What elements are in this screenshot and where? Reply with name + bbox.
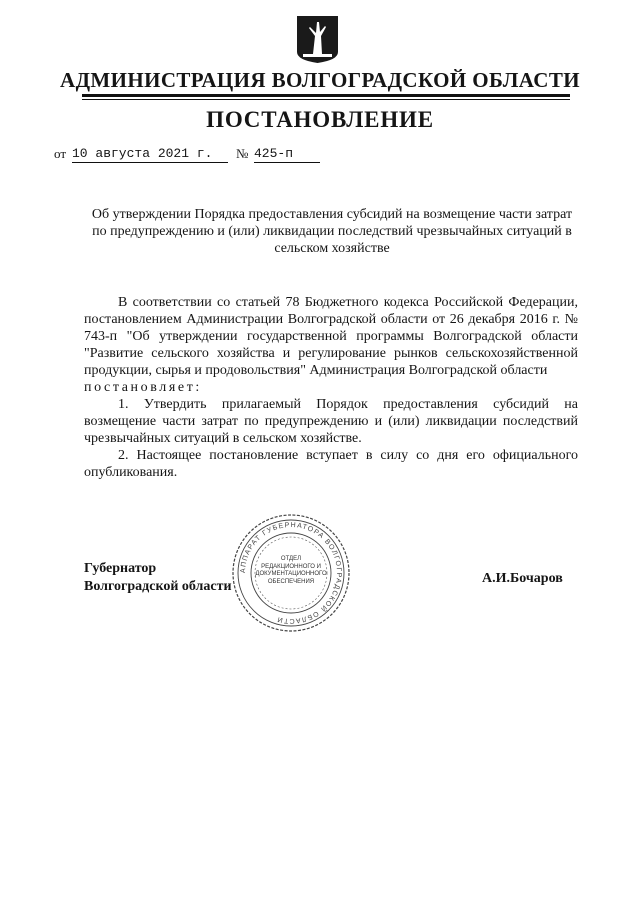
number-prefix: № [236,146,249,161]
document-body [84,294,578,481]
document-number: 425-п [254,146,320,163]
stamp-center-text [248,556,334,586]
preamble-paragraph: В соответствии со статьей 78 Бюджетного кодекса Российской Федерации, постановлением Администрации Волгоградской области от 26 декабря 2016 г. № 743-п "Об утверждении государственной программы Волгоградской области "Развитие сельского хозяйства и регулирование рынков сельскохозяйственной продукции, сырья и продовольствия" Администрация Волгоградской области [84,295,578,378]
signer-name: А.И.Бочаров [482,571,563,586]
item-1-paragraph: 1. Утвердить прилагаемый Порядок предоставления субсидий на возмещение части затрат по предупреждению и (или) ликвидации последствий чрезвычайных ситуаций в сельском хозяйстве. [84,397,578,446]
document-subject: Об утверждении Порядка предоставления субсидий на возмещение части затрат по предупреждению и (или) ликвидации последствий чрезвычайных ситуаций в сельском хозяйстве [91,207,573,256]
item-2-paragraph: 2. Настоящее постановление вступает в силу со дня его официального опубликования. [84,448,578,480]
document-date: 10 августа 2021 г. [72,146,228,163]
volgograd-emblem-icon [295,14,340,64]
header-divider-thin [82,99,570,100]
document-type-title: ПОСТАНОВЛЕНИЕ [206,107,434,132]
stamp-line-3: ДОКУМЕНТАЦИОННОГО [255,571,327,577]
signer-title [84,560,232,596]
stamp-line-4: ОБЕСПЕЧЕНИЯ [267,578,315,585]
header-divider-thick [82,94,570,97]
stamp-line-1: ОТДЕЛ [280,556,302,562]
stamp-ring-text: АППАРАТ ГУБЕРНАТОРА ВОЛГОГРАДСКОЙ ОБЛАСТИ [239,521,343,625]
signer-title-line2: Волгоградской области [84,579,232,594]
date-prefix: от [54,146,67,161]
official-stamp [230,512,352,634]
organization-name: АДМИНИСТРАЦИЯ ВОЛГОГРАДСКОЙ ОБЛАСТИ [60,68,580,92]
signer-title-line1: Губернатор [84,561,157,576]
resolves-word [84,379,578,396]
stamp-line-2: РЕДАКЦИОННОГО И [261,563,321,570]
resolves-text: постановляет: [84,380,202,395]
